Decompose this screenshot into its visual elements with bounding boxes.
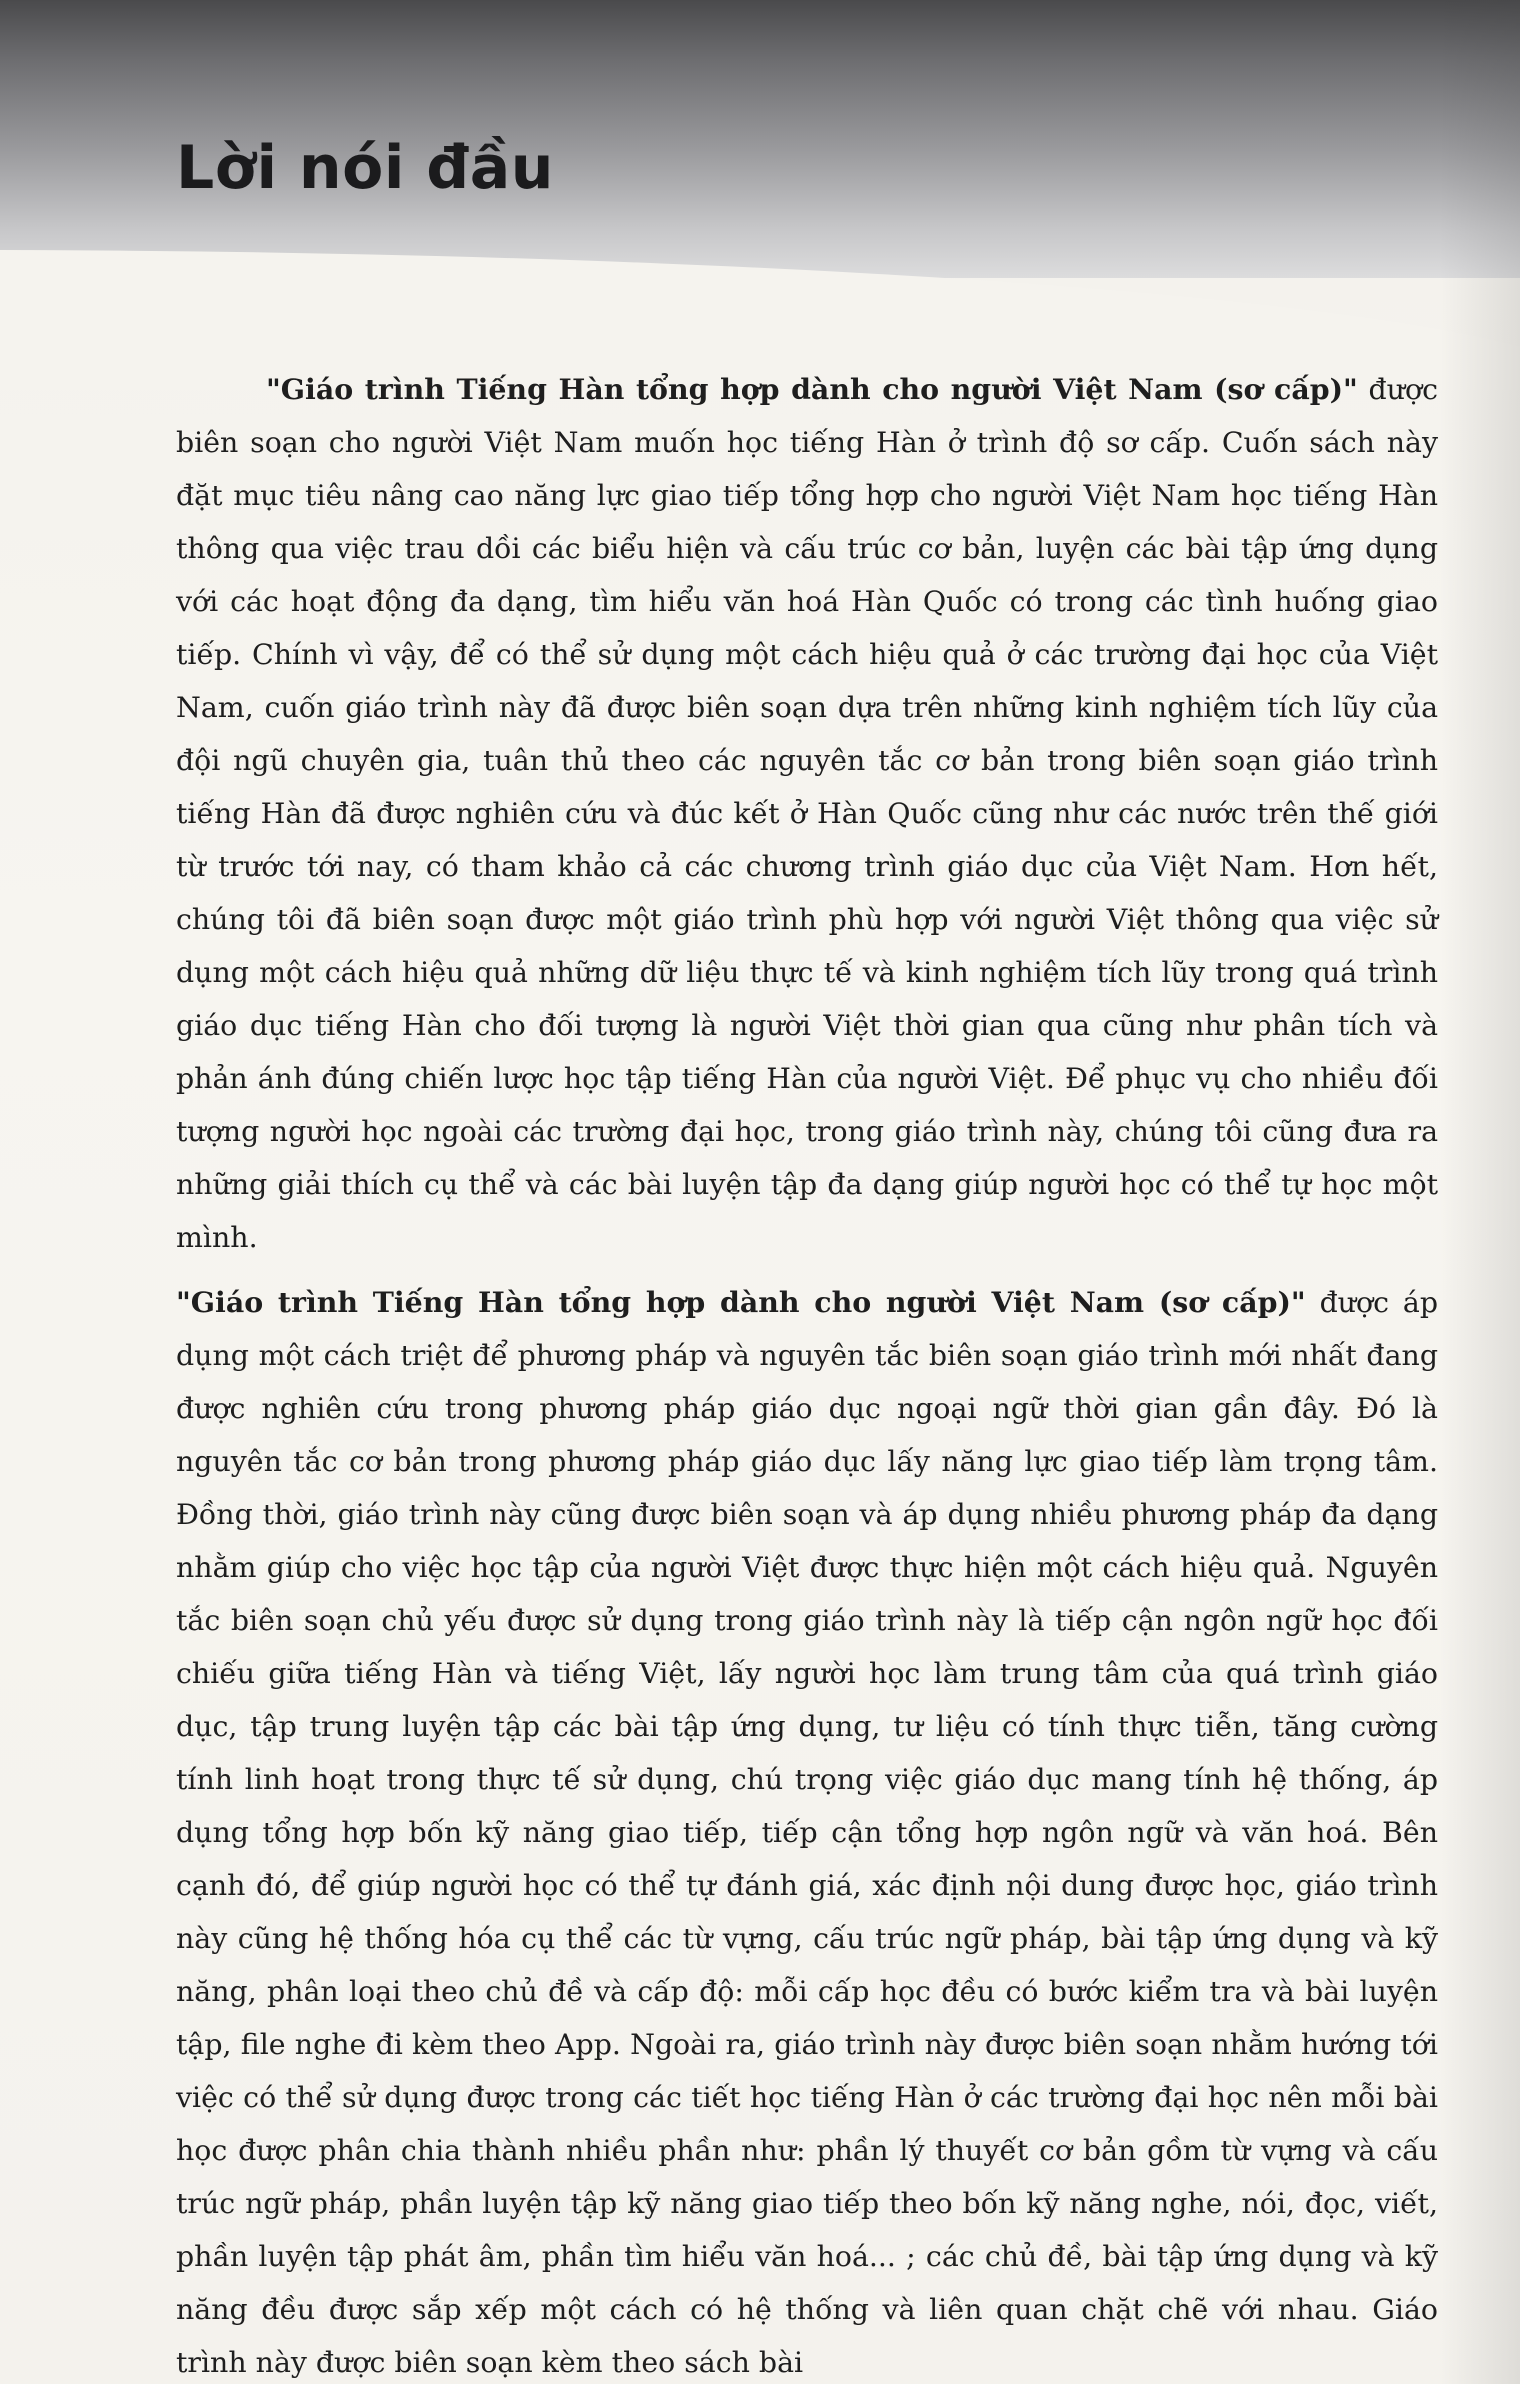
page-edge-shadow [1440, 0, 1520, 2384]
paragraph-1-text: được biên soạn cho người Việt Nam muốn học tiếng Hàn ở trình độ sơ cấp. Cuốn sách này đặt mục tiêu nâng cao năng lực giao tiếp tổng hợp cho người Việt Nam học tiếng Hàn thông qua việc trau dồi các biểu hiện và cấu trúc cơ bản, luyện các bài tập ứng dụng với các hoạt động đa dạng, tìm hiểu văn hoá Hàn Quốc có trong các tình huống giao tiếp. Chính vì vậy, để có thể sử dụng một cách hiệu quả ở các trường đại học của Việt Nam, cuốn giáo trình này đã được biên soạn dựa trên những kinh nghiệm tích lũy của đội ngũ chuyên gia, tuân thủ theo các nguyên tắc cơ bản trong biên soạn giáo trình tiếng Hàn đã được nghiên cứu và đúc kết ở Hàn Quốc cũng như các nước trên thế giới từ trước tới nay, có tham khảo cả các chương trình giáo dục của Việt Nam. Hơn hết, chúng tôi đã biên soạn được một giáo trình phù hợp với người Việt thông qua việc sử dụng một cách hiệu quả những dữ liệu thực tế và kinh nghiệm tích lũy trong quá trình giáo dục tiếng Hàn cho đối tượng là người Việt thời gian qua cũng như phân tích và phản ánh đúng chiến lược học tập tiếng Hàn của người Việt. Để phục vụ cho nhiều đối tượng người học ngoài các trường đại học, trong giáo trình này, chúng tôi cũng đưa ra những giải thích cụ thể và các bài luyện tập đa dạng giúp người học có thể tự học một mình. [176, 373, 1438, 1254]
body-text [176, 363, 1438, 2384]
paragraph-2-lead: "Giáo trình Tiếng Hàn tổng hợp dành cho người Việt Nam (sơ cấp)" [176, 1285, 1306, 1319]
paragraph-1-lead: "Giáo trình Tiếng Hàn tổng hợp dành cho người Việt Nam (sơ cấp)" [266, 372, 1358, 406]
paragraph-1 [176, 363, 1438, 1264]
paragraph-2 [176, 1276, 1438, 2384]
paragraph-2-text: được áp dụng một cách triệt để phương pháp và nguyên tắc biên soạn giáo trình mới nhất đang được nghiên cứu trong phương pháp giáo dục ngoại ngữ thời gian gần đây. Đó là nguyên tắc cơ bản trong phương pháp giáo dục lấy năng lực giao tiếp làm trọng tâm. Đồng thời, giáo trình này cũng được biên soạn và áp dụng nhiều phương pháp đa dạng nhằm giúp cho việc học tập của người Việt được thực hiện một cách hiệu quả. Nguyên tắc biên soạn chủ yếu được sử dụng trong giáo trình này là tiếp cận ngôn ngữ học đối chiếu giữa tiếng Hàn và tiếng Việt, lấy người học làm trung tâm của quá trình giáo dục, tập trung luyện tập các bài tập ứng dụng, tư liệu có tính thực tiễn, tăng cường tính linh hoạt trong thực tế sử dụng, chú trọng việc giáo dục mang tính hệ thống, áp dụng tổng hợp bốn kỹ năng giao tiếp, tiếp cận tổng hợp ngôn ngữ và văn hoá. Bên cạnh đó, để giúp người học có thể tự đánh giá, xác định nội dung được học, giáo trình này cũng hệ thống hóa cụ thể các từ vựng, cấu trúc ngữ pháp, bài tập ứng dụng và kỹ năng, phân loại theo chủ đề và cấp độ: mỗi cấp học đều có bước kiểm tra và bài luyện tập, file nghe đi kèm theo App. Ngoài ra, giáo trình này được biên soạn nhằm hướng tới việc có thể sử dụng được trong các tiết học tiếng Hàn ở các trường đại học nên mỗi bài học được phân chia thành nhiều phần như: phần lý thuyết cơ bản gồm từ vựng và cấu trúc ngữ pháp, phần luyện tập kỹ năng giao tiếp theo bốn kỹ năng nghe, nói, đọc, viết, phần luyện tập phát âm, phần tìm hiểu văn hoá... ; các chủ đề, bài tập ứng dụng và kỹ năng đều được sắp xếp một cách có hệ thống và liên quan chặt chẽ với nhau. Giáo trình này được biên soạn kèm theo sách bài [176, 1286, 1438, 2379]
page-title: Lời nói đầu [176, 133, 554, 203]
